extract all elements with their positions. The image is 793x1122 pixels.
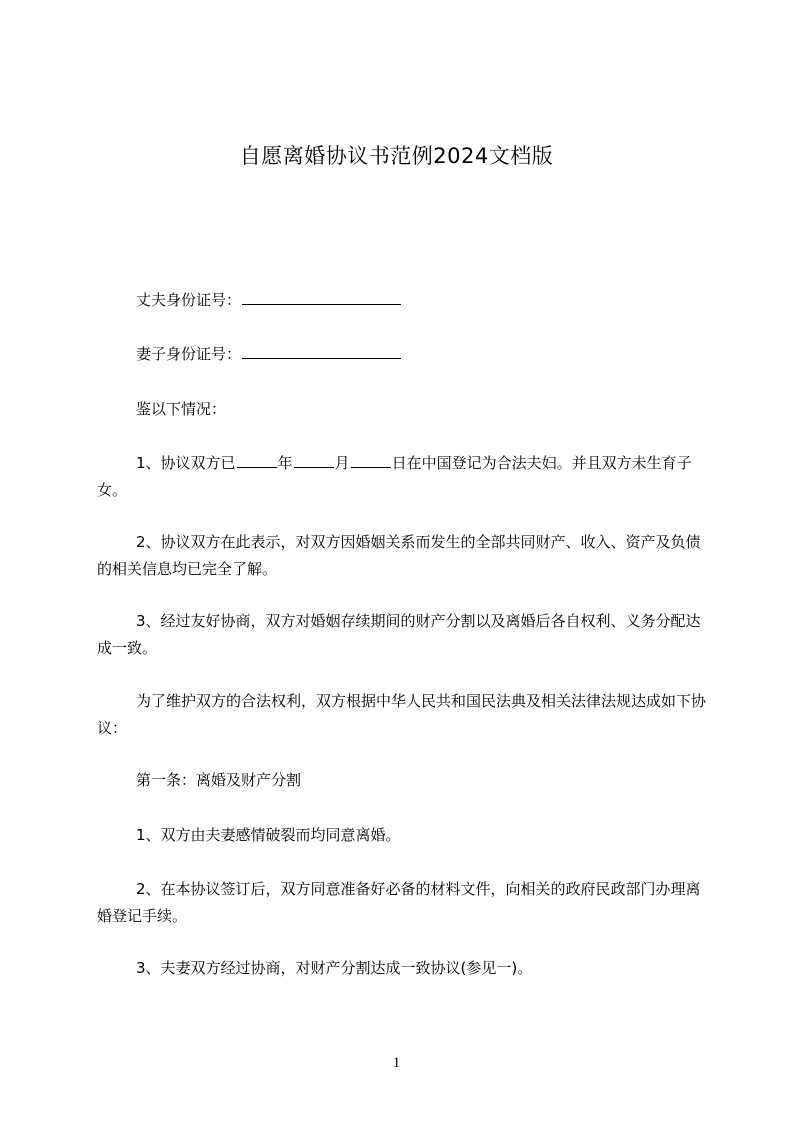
month-blank [294,452,334,468]
document-title: 自愿离婚协议书范例2024文档版 [239,144,554,168]
clause-1-month: 月 [334,454,350,472]
clause-3: 3、经过友好协商，双方对婚姻存续期间的财产分割以及离婚后各自权利、义务分配达成一致。 [97,612,701,657]
husband-id-line [97,287,707,314]
clause-1-year: 年 [277,454,293,472]
clause-2: 2、协议双方在此表示，对双方因婚姻关系而发生的全部共同财产、收入、资产及负债的相关信息均已完全了解。 [97,533,701,578]
clause-1-prefix: 1、协议双方已 [136,454,236,472]
husband-id-label: 丈夫身份证号： [136,291,242,309]
wife-id-blank [242,343,401,359]
day-blank [351,452,391,468]
year-blank [237,452,277,468]
article-1-item-3: 3、夫妻双方经过协商，对财产分割达成一致协议(参见一)。 [136,959,533,977]
husband-id-blank [242,289,401,305]
wife-id-line [97,341,707,368]
clause-1 [97,450,707,504]
article-1-item-1: 1、双方由夫妻感情破裂而均同意离婚。 [136,826,401,844]
whereas-text: 鉴以下情况： [136,400,227,418]
article-1-heading: 第一条：离婚及财产分割 [136,771,302,789]
article-1-item-2: 2、在本协议签订后，双方同意准备好必备的材料文件，向相关的政府民政部门办理离婚登记手续。 [97,880,701,925]
wife-id-label: 妻子身份证号： [136,345,242,363]
preamble: 为了维护双方的合法权利，双方根据中华人民共和国民法典及相关法律法规达成如下协议： [97,692,707,737]
clause-1-suffix: 日在中国登记为合法夫妇。并且双方未生育子女。 [97,454,692,499]
page-number: 1 [392,1055,401,1071]
